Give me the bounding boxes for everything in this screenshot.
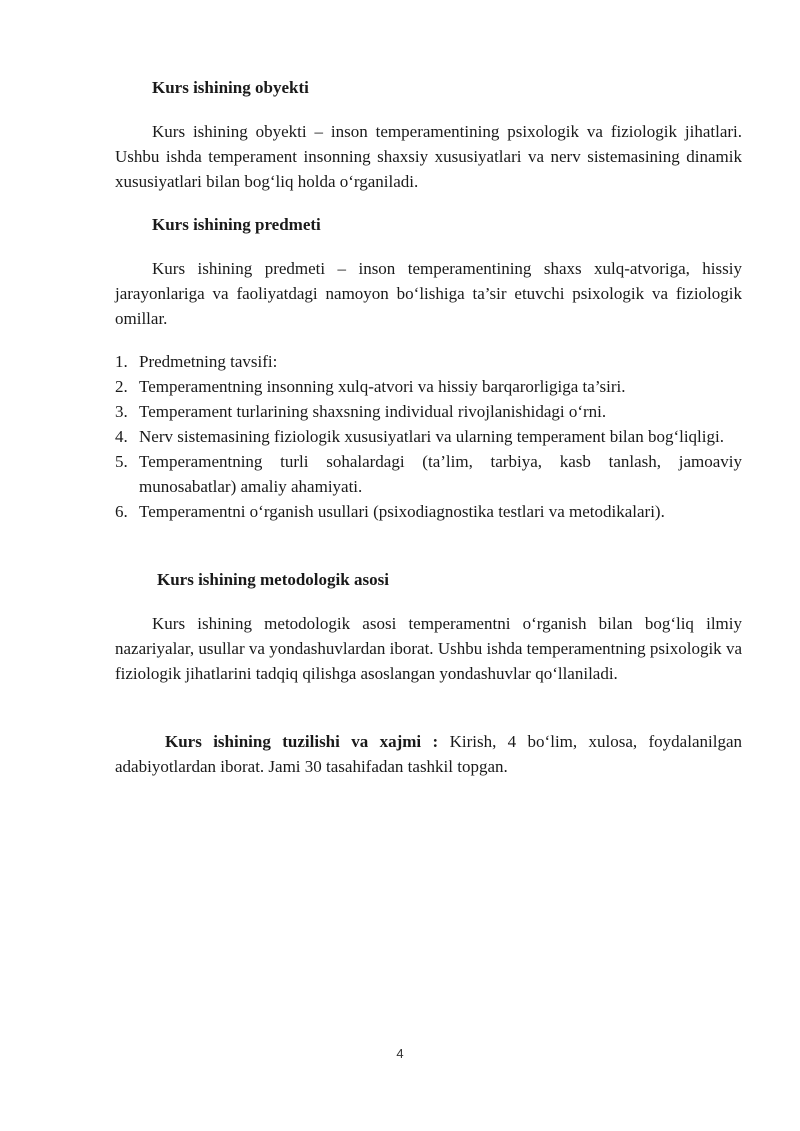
list-number: 5. [115,452,128,471]
methodology-heading: Kurs ishining metodologik asosi [157,570,389,589]
list-item-text: Temperament turlarining shaxsning individual rivojlanishidagi o‘rni. [139,402,607,421]
structure-text: Kirish, 4 bo‘lim, xulosa, foydalanilgan adabiyotlardan iborat. Jami 30 tasahifadan tashkil topgan. [115,732,742,776]
list-number: 2. [115,377,128,396]
page-number: 4 [396,1046,404,1061]
subject-heading: Kurs ishining predmeti [152,215,321,234]
list-item [115,399,742,424]
list-item [115,449,742,499]
list-item-text: Temperamentning turli sohalardagi (ta’lim, tarbiya, kasb tanlash, jamoaviy munosabatlar) amaliy ahamiyati. [139,452,742,496]
object-paragraph: Kurs ishining obyekti – inson temperamentining psixologik va fiziologik jihatlari. Ushbu ishda temperament insonning shaxsiy xususiyatlari va nerv sistemasining dinamik xususiyatlari bilan bog‘liq holda o‘rganiladi. [115,122,742,191]
structure-paragraph [115,729,742,779]
structure-label: Kurs ishining tuzilishi va xajmi : [165,732,439,751]
list-item [115,424,742,449]
list-item-text: Temperamentning insonning xulq-atvori va hissiy barqarorligiga ta’siri. [139,377,626,396]
methodology-paragraph: Kurs ishining metodologik asosi temperamentni o‘rganish bilan bog‘liq ilmiy nazariyalar, usullar va yondashuvlardan iborat. Ushbu ishda temperamentning psixologik va fiziologik jihatlarini tadqiq qilishga asoslangan yondashuvlar qo‘llaniladi. [115,614,742,683]
list-number: 1. [115,352,128,371]
list-item-text: Predmetning tavsifi: [139,352,278,371]
subject-list [115,349,742,524]
list-item [115,349,742,374]
list-number: 3. [115,402,128,421]
list-item [115,374,742,399]
list-item-text: Temperamentni o‘rganish usullari (psixodiagnostika testlari va metodikalari). [139,502,665,521]
subject-paragraph: Kurs ishining predmeti – inson temperamentining shaxs xulq-atvoriga, hissiy jarayonlariga va faoliyatdagi namoyon bo‘lishiga ta’sir etuvchi psixologik va fiziologik omillar. [115,259,742,328]
list-number: 6. [115,502,128,521]
list-item-text: Nerv sistemasining fiziologik xususiyatlari va ularning temperament bilan bog‘liqligi. [139,427,724,446]
list-item [115,499,742,524]
list-number: 4. [115,427,128,446]
object-heading: Kurs ishining obyekti [152,78,309,97]
